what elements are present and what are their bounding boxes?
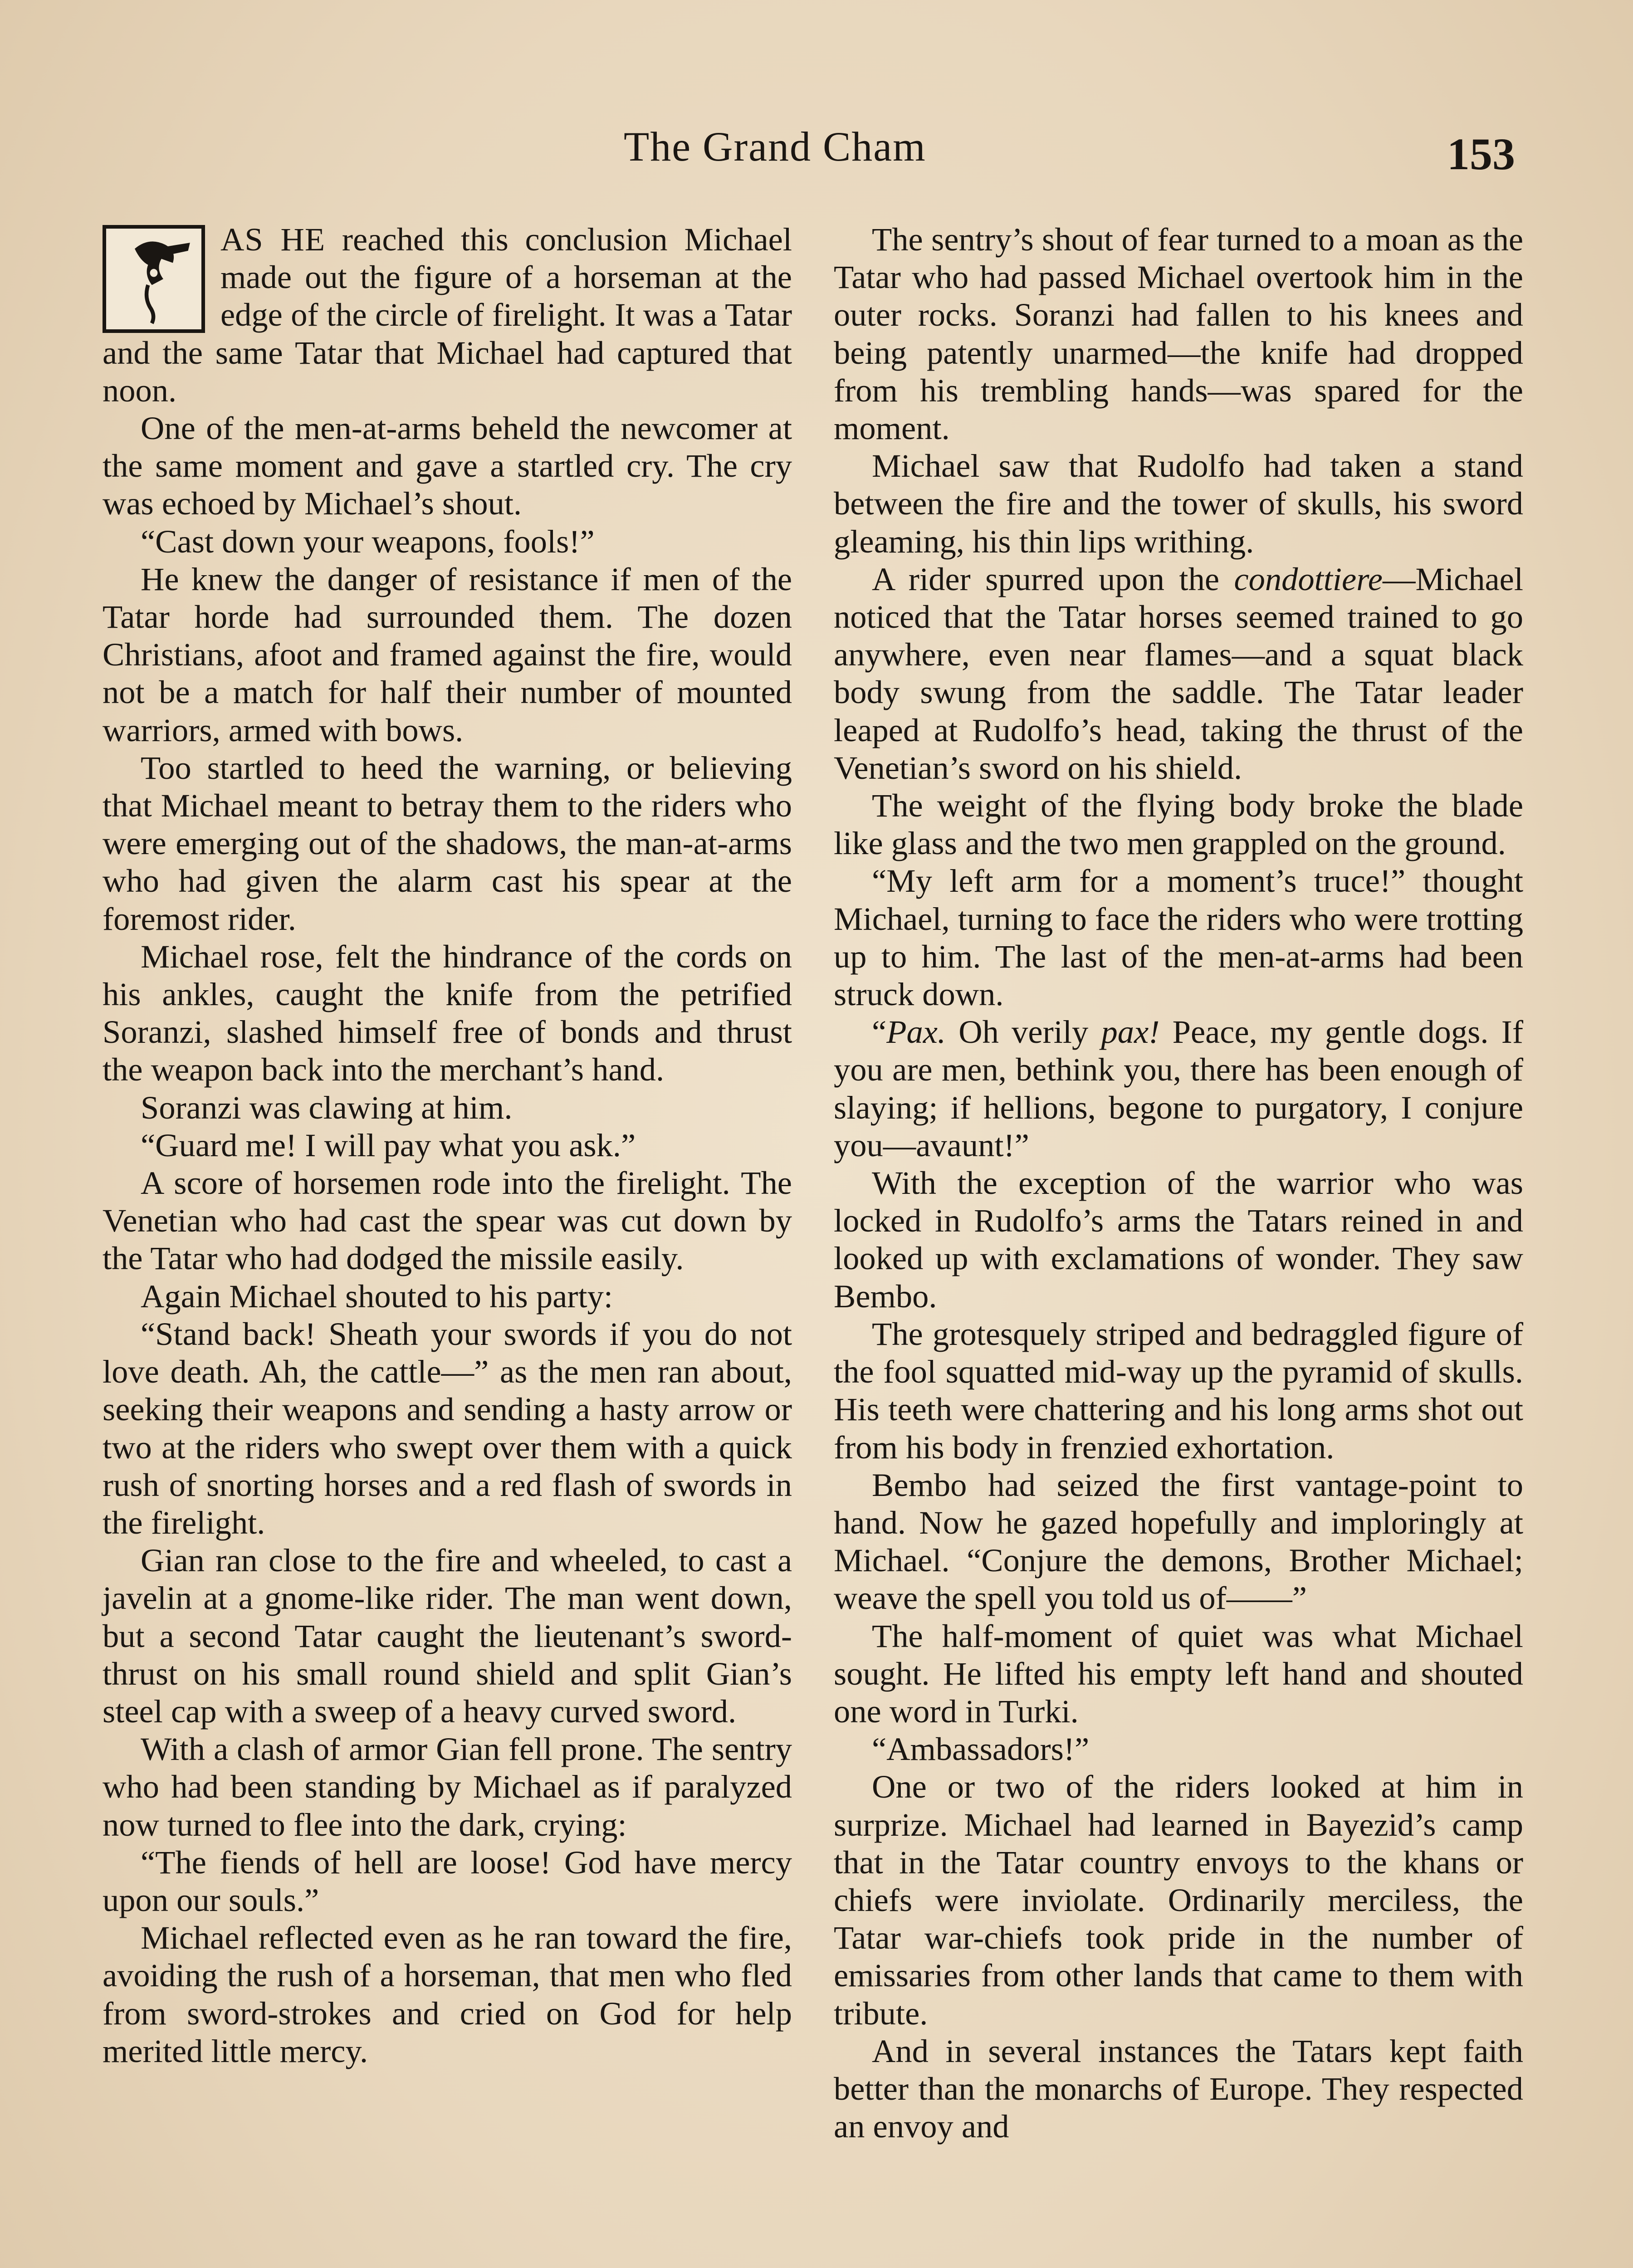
- italic-text: condottiere: [1234, 560, 1383, 597]
- paragraph: One of the men-at-arms beheld the newcomer at the same moment and gave a startled cry. The cry was echoed by Michael’s shout.: [103, 410, 792, 522]
- paragraph: And in several instances the Tatars kept faith better than the monarchs of Europe. They respected an envoy and: [834, 2032, 1523, 2145]
- paragraph: “The fiends of hell are loose! God have mercy upon our souls.”: [103, 1843, 792, 1918]
- paragraph: Michael rose, felt the hindrance of the cords on his ankles, caught the knife from the petrified Soranzi, slashed himself free of bonds and thrust the weapon back into the merchant’s hand.: [103, 938, 792, 1088]
- paragraph: Bembo had seized the first vantage-point to hand. Now he gazed hopefully and imploringly at Michael. “Conjure the demons, Brother Michael; weave the spell you told us of——”: [834, 1466, 1523, 1617]
- paragraph: “Guard me! I will pay what you ask.”: [141, 1126, 636, 1163]
- text-run: —Michael noticed that the Tatar horses seemed trained to go anywhere, even near flames—and a squat black body swung from the saddle. The Tatar leader leaped at Rudolfo’s head, taking the thrust of the Venetian’s sword on his shield.: [834, 560, 1523, 786]
- paragraph: Soranzi was clawing at him.: [141, 1089, 513, 1126]
- paragraph: Michael reflected even as he ran toward the fire, avoiding the rush of a horseman, that men who fled from sword-strokes and cried on God for help merited little mercy.: [103, 1919, 792, 2069]
- opening-small-caps: AS HE: [220, 221, 326, 258]
- paragraph: Too startled to heed the warning, or believing that Michael meant to betray them to the riders who were emerging out of the shadows, the man-at-arms who had given the alarm cast his spear at the foremost rider.: [103, 749, 792, 937]
- paragraph: “Cast down your weapons, fools!”: [141, 523, 595, 560]
- italic-text: Pax.: [886, 1013, 946, 1051]
- paragraph: “Ambassadors!”: [872, 1730, 1090, 1768]
- paragraph: The weight of the flying body broke the blade like glass and the two men grappled on the ground.: [834, 787, 1523, 862]
- paragraph: “Stand back! Sheath your swords if you do not love death. Ah, the cattle—” as the men ran about, seeking their weapons and sending a hasty arrow or two at the riders who swept over them with a quick rush of snorting horses and a red flash of swords in the firelight.: [103, 1315, 792, 1541]
- paragraph: “My left arm for a moment’s truce!” thought Michael, turning to face the riders who were trotting up to him. The last of the men-at-arms had been struck down.: [834, 862, 1523, 1013]
- paragraph: Again Michael shouted to his party:: [141, 1277, 613, 1315]
- text-run: Oh verily: [946, 1013, 1101, 1051]
- opening-paragraph: [103, 220, 792, 409]
- paragraph: Michael saw that Rudolfo had taken a stand between the fire and the tower of skulls, his sword gleaming, his thin lips writhing.: [834, 447, 1523, 560]
- text-run: Peace, my gentle dogs. If you are men, bethink you, there has been enough of slaying; if hellions, begone to purgatory, I conjure you—avaunt!”: [834, 1013, 1523, 1163]
- paragraph: With the exception of the warrior who was locked in Rudolfo’s arms the Tatars reined in and looked up with exclamations of wonder. They saw Bembo.: [834, 1164, 1523, 1315]
- left-column: [103, 220, 792, 2070]
- paragraph: With a clash of armor Gian fell prone. The sentry who had been standing by Michael as if paralyzed now turned to flee into the dark, crying:: [103, 1730, 792, 1843]
- paragraph: Gian ran close to the fire and wheeled, to cast a javelin at a gnome-like rider. The man went down, but a second Tatar caught the lieutenant’s sword-thrust on his small round shield and split Gian’s steel cap with a sweep of a heavy curved sword.: [103, 1542, 792, 1730]
- paragraph: The half-moment of quiet was what Michael sought. He lifted his empty left hand and shouted one word in Turki.: [834, 1617, 1523, 1730]
- paragraph: One or two of the riders looked at him in surprize. Michael had learned in Bayezid’s camp that in the Tatar country envoys to the khans or chiefs were inviolate. Ordinarily merciless, the Tatar war-chiefs took pride in the number of emissaries from other lands that came to them with tribute.: [834, 1768, 1523, 2032]
- decorative-initial-icon: [103, 225, 205, 333]
- opening-text: reached this conclusion Michael made out the figure of a horseman at the edge of the circle of firelight. It was a Tatar and the same Tatar that Michael had captured that noon.: [103, 221, 792, 409]
- running-header-title: The Grand Cham: [624, 123, 926, 170]
- text-run: “: [872, 1013, 887, 1051]
- paragraph: [834, 1013, 1523, 1164]
- paragraph: The sentry’s shout of fear turned to a moan as the Tatar who had passed Michael overtook him in the outer rocks. Soranzi had fallen to his knees and being patently unarmed—the knife had dropped from his trembling hands—was spared for the moment.: [834, 221, 1523, 447]
- text-run: A rider spurred upon the: [872, 560, 1234, 597]
- right-column: [834, 220, 1523, 2145]
- paragraph: He knew the danger of resistance if men of the Tatar horde had surrounded them. The dozen Christians, afoot and framed against the fire, would not be a match for half their number of mounted warriors, armed with bows.: [103, 560, 792, 748]
- italic-text: pax!: [1101, 1013, 1160, 1051]
- page-number: 153: [1447, 129, 1515, 179]
- paragraph: The grotesquely striped and bedraggled figure of the fool squatted mid-way up the pyramid of skulls. His teeth were chattering and his long arms shot out from his body in frenzied exhortation.: [834, 1315, 1523, 1466]
- paragraph: [834, 560, 1523, 787]
- paragraph: A score of horsemen rode into the firelight. The Venetian who had cast the spear was cut down by the Tatar who had dodged the missile easily.: [103, 1164, 792, 1277]
